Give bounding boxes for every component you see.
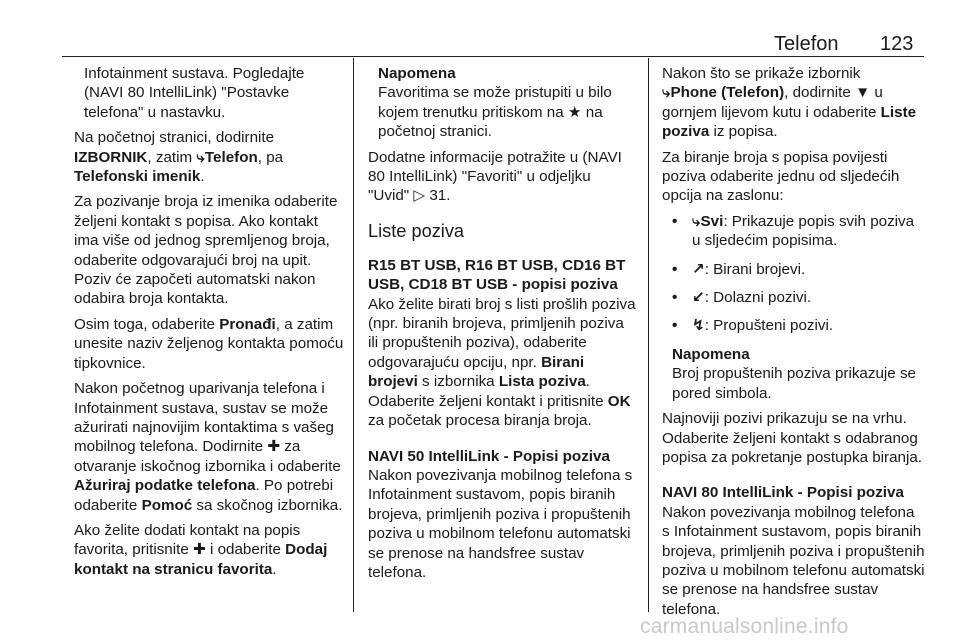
subheading-navi50: NAVI 50 IntelliLink - Popisi poziva	[368, 447, 610, 465]
page-header	[0, 24, 960, 58]
paragraph-history-intro: Za biranje broja s popisa povijesti poziva odaberite jednu od sljedećih opcija na zaslonu:	[662, 148, 900, 205]
header-divider	[62, 56, 924, 57]
menu-label: IZBORNIK	[74, 148, 148, 166]
page-title: Telefon	[774, 33, 839, 55]
add-favorite-label: Dodaj kontakt na stranicu favorita	[74, 541, 328, 578]
call-list-label: Lista poziva	[498, 373, 586, 391]
telefon-label: Telefon	[204, 148, 258, 166]
note-title: Napomena	[378, 65, 456, 82]
missed-call-icon: ↯	[692, 317, 705, 335]
outgoing-call-icon: ↗	[692, 260, 705, 278]
list-item: • ↗: Birani brojevi.	[672, 260, 806, 278]
column-3	[662, 64, 926, 618]
paragraph-update: Nakon početnog uparivanja telefona i Infotainment sustava, sustav se može ažurirati najnovijim kontaktima s vašeg mobilnog telefona. Dodirnite ✚ za otvaranje iskočnog izbornika i odaberite Ažuriraj podatke telefona. Po potrebi odaberite Pomoć sa skočnog izbornika.	[74, 380, 343, 514]
list-item: • ⤷Svi: Prikazuje popis svih poziva u sljedećim popisima.	[672, 212, 915, 250]
page-reference: 31	[429, 187, 447, 205]
incoming-call-icon: ↙	[692, 289, 705, 307]
paragraph-open-phonebook: Na početnoj stranici, dodirnite IZBORNIK, zatim ⤷Telefon, pa Telefonski imenik.	[74, 129, 284, 186]
help-label: Pomoć	[141, 496, 193, 514]
paragraph-navi50: Nakon povezivanja mobilnog telefona s Infotainment sustavom, popis biranih brojeva, primljenih poziva i propuštenih poziva u mobilnom telefonu automatski se prenose na handsfree sustav telefona.	[368, 466, 633, 581]
update-label: Ažuriraj podatke telefona	[74, 477, 256, 495]
paragraph-more-info: Dodatne informacije potražite u (NAVI 80 IntelliLink) "Favoriti" u odjeljku "Uvid" ▷ 31.	[368, 148, 622, 205]
note-text: Broj propuštenih poziva prikazuje se pored simbola.	[672, 365, 916, 402]
phone-menu-label: Phone (Telefon)	[670, 84, 785, 102]
phonebook-label: Telefonski imenik	[74, 168, 201, 186]
note-block	[662, 345, 926, 403]
call-type-list	[662, 212, 926, 336]
watermark: carmanualsonline.info	[640, 615, 849, 638]
phone-icon: ⤷	[692, 212, 701, 230]
plus-icon: ✚	[267, 438, 281, 456]
subheading-usb: R15 BT USB, R16 BT USB, CD16 BT USB, CD18 BT USB - popisi poziva	[368, 256, 626, 294]
column-2	[368, 64, 636, 610]
column-divider-1	[353, 58, 354, 612]
dialed-numbers-label: Birani brojevi	[368, 353, 585, 391]
paragraph-favorites: Ako želite dodati kontakt na popis favorita, pritisnite ✚ i odaberite Dodaj kontakt na stranicu favorita.	[74, 521, 328, 578]
phone-icon: ⤷	[662, 84, 671, 102]
paragraph-intro: Infotainment sustava. Pogledajte (NAVI 80 IntelliLink) "Postavke telefona" u nastavku.	[84, 65, 305, 121]
triangle-down-icon: ▼	[855, 84, 871, 102]
page-number: 123	[880, 33, 914, 55]
list-item: • ↙: Dolazni pozivi.	[672, 289, 812, 307]
page-reference-icon: ▷	[413, 187, 426, 205]
paragraph-recent-calls: Najnoviji pozivi prikazuju se na vrhu. Odaberite željeni kontakt s odabranog popisa za pokretanje postupka biranja.	[662, 410, 923, 466]
paragraph-search: Osim toga, odaberite Pronađi, a zatim unesite naziv željenog kontakta pomoću tipkovnice.	[74, 315, 344, 372]
section-heading: Liste poziva	[368, 220, 465, 241]
paragraph-phone-menu: Nakon što se prikaže izbornik ⤷Phone (Telefon), dodirnite ▼ u gornjem lijevom kutu i odaberite Liste poziva iz popisa.	[662, 65, 917, 141]
search-label: Pronađi	[219, 315, 276, 333]
list-item: • ↯: Propušteni pozivi.	[672, 317, 834, 335]
column-divider-2	[648, 58, 649, 612]
column-1	[74, 64, 344, 610]
paragraph-call-lists: Ako želite birati broj s listi prošlih poziva (npr. biranih brojeva, primljenih poziva ili propuštenih poziva), odaberite odgovarajuću opciju, npr. Birani brojevi s izbornika Lista poziva. Odaberite željeni kontakt i pritisnite OK za početak procesa biranja broja.	[368, 295, 636, 430]
ok-label: OK	[607, 392, 631, 410]
star-icon: ★	[567, 103, 582, 121]
note-title: Napomena	[672, 345, 750, 363]
phone-icon: ⤷	[196, 148, 205, 166]
subheading-navi80: NAVI 80 IntelliLink - Popisi poziva	[662, 484, 904, 502]
plus-icon: ✚	[193, 541, 206, 559]
paragraph-call-contact: Za pozivanje broja iz imenika odaberite željeni kontakt s popisa. Ako kontakt ima više od jednog spremljenog broja, odaberite odgovarajući broj na upit. Poziv će započeti automatski nakon odabira broja kontakta.	[74, 193, 338, 308]
note-block	[368, 64, 636, 142]
call-lists-label: Liste poziva	[662, 103, 917, 141]
paragraph-navi80: Nakon povezivanja mobilnog telefona s Infotainment sustavom, popis biranih brojeva, primljenih poziva i propuštenih poziva u mobilnom telefonu automatski se prenose na handsfree sustav telefona.	[662, 503, 925, 618]
note-text: Favoritima se može pristupiti u bilo kojem trenutku pritiskom na ★ na početnoj stranici.	[378, 84, 612, 141]
